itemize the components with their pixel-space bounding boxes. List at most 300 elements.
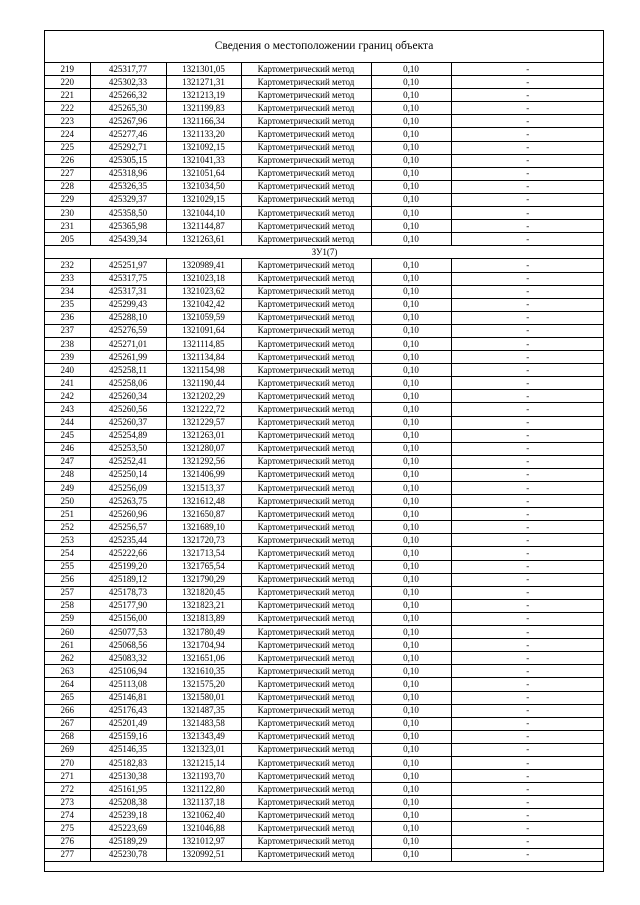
point-number-cell: 231 [45,220,90,233]
accuracy-cell: 0,10 [371,770,451,783]
y-coordinate-cell: 1321042,42 [166,298,241,311]
description-cell: - [451,521,604,534]
description-cell: - [451,416,604,429]
accuracy-cell: 0,10 [371,272,451,285]
description-cell: - [451,311,604,324]
point-number-cell: 239 [45,351,90,364]
description-cell: - [451,586,604,599]
table-row [45,324,604,337]
table-row [45,141,604,154]
point-number-cell: 277 [45,848,90,861]
x-coordinate-cell: 425251,97 [90,259,166,272]
y-coordinate-cell: 1321263,61 [166,233,241,246]
point-number-cell: 272 [45,783,90,796]
table-row [45,455,604,468]
y-coordinate-cell: 1321134,84 [166,351,241,364]
accuracy-cell: 0,10 [371,665,451,678]
method-cell: Картометрический метод [241,115,371,128]
description-cell: - [451,154,604,167]
document-frame [44,30,604,872]
accuracy-cell: 0,10 [371,298,451,311]
description-cell: - [451,76,604,89]
method-cell: Картометрический метод [241,534,371,547]
x-coordinate-cell: 425299,43 [90,298,166,311]
table-row [45,272,604,285]
method-cell: Картометрический метод [241,468,371,481]
description-cell: - [451,482,604,495]
accuracy-cell: 0,10 [371,547,451,560]
description-cell: - [451,180,604,193]
table-row [45,756,604,769]
x-coordinate-cell: 425230,78 [90,848,166,861]
table-row [45,717,604,730]
method-cell: Картометрический метод [241,337,371,350]
table-row [45,809,604,822]
accuracy-cell: 0,10 [371,390,451,403]
table-row [45,730,604,743]
x-coordinate-cell: 425189,29 [90,835,166,848]
point-number-cell: 248 [45,468,90,481]
table-row [45,76,604,89]
accuracy-cell: 0,10 [371,364,451,377]
x-coordinate-cell: 425329,37 [90,193,166,206]
section-label: ЗУ1(7) [45,246,604,259]
point-number-cell: 260 [45,626,90,639]
table-row [45,521,604,534]
accuracy-cell: 0,10 [371,324,451,337]
x-coordinate-cell: 425256,57 [90,521,166,534]
x-coordinate-cell: 425260,37 [90,416,166,429]
method-cell: Картометрический метод [241,743,371,756]
y-coordinate-cell: 1321154,98 [166,364,241,377]
method-cell: Картометрический метод [241,835,371,848]
table-row [45,704,604,717]
description-cell: - [451,639,604,652]
description-cell: - [451,364,604,377]
accuracy-cell: 0,10 [371,482,451,495]
accuracy-cell: 0,10 [371,508,451,521]
x-coordinate-cell: 425258,11 [90,364,166,377]
point-number-cell: 253 [45,534,90,547]
method-cell: Картометрический метод [241,324,371,337]
y-coordinate-cell: 1321790,29 [166,573,241,586]
method-cell: Картометрический метод [241,390,371,403]
description-cell: - [451,691,604,704]
x-coordinate-cell: 425161,95 [90,783,166,796]
y-coordinate-cell: 1321263,01 [166,429,241,442]
y-coordinate-cell: 1321046,88 [166,822,241,835]
accuracy-cell: 0,10 [371,691,451,704]
y-coordinate-cell: 1321823,21 [166,599,241,612]
x-coordinate-cell: 425176,43 [90,704,166,717]
x-coordinate-cell: 425223,69 [90,822,166,835]
accuracy-cell: 0,10 [371,783,451,796]
x-coordinate-cell: 425317,77 [90,63,166,76]
y-coordinate-cell: 1321780,49 [166,626,241,639]
y-coordinate-cell: 1321301,05 [166,63,241,76]
x-coordinate-cell: 425317,75 [90,272,166,285]
point-number-cell: 249 [45,482,90,495]
table-row [45,796,604,809]
table-row [45,639,604,652]
x-coordinate-cell: 425077,53 [90,626,166,639]
point-number-cell: 257 [45,586,90,599]
method-cell: Картометрический метод [241,154,371,167]
accuracy-cell: 0,10 [371,403,451,416]
accuracy-cell: 0,10 [371,180,451,193]
table-body [45,63,604,861]
accuracy-cell: 0,10 [371,534,451,547]
table-row [45,560,604,573]
x-coordinate-cell: 425258,06 [90,377,166,390]
description-cell: - [451,193,604,206]
y-coordinate-cell: 1321323,01 [166,743,241,756]
description-cell: - [451,233,604,246]
method-cell: Картометрический метод [241,586,371,599]
method-cell: Картометрический метод [241,809,371,822]
description-cell: - [451,285,604,298]
point-number-cell: 221 [45,89,90,102]
description-cell: - [451,822,604,835]
description-cell: - [451,783,604,796]
table-row [45,547,604,560]
x-coordinate-cell: 425113,08 [90,678,166,691]
description-cell: - [451,351,604,364]
point-number-cell: 240 [45,364,90,377]
method-cell: Картометрический метод [241,678,371,691]
x-coordinate-cell: 425083,32 [90,652,166,665]
x-coordinate-cell: 425222,66 [90,547,166,560]
point-number-cell: 252 [45,521,90,534]
table-row [45,311,604,324]
method-cell: Картометрический метод [241,521,371,534]
description-cell: - [451,652,604,665]
table-row [45,743,604,756]
description-cell: - [451,141,604,154]
method-cell: Картометрический метод [241,796,371,809]
point-number-cell: 230 [45,207,90,220]
x-coordinate-cell: 425267,96 [90,115,166,128]
y-coordinate-cell: 1321280,07 [166,442,241,455]
accuracy-cell: 0,10 [371,76,451,89]
point-number-cell: 243 [45,403,90,416]
table-row [45,468,604,481]
x-coordinate-cell: 425277,46 [90,128,166,141]
table-row [45,508,604,521]
y-coordinate-cell: 1321820,45 [166,586,241,599]
description-cell: - [451,259,604,272]
method-cell: Картометрический метод [241,560,371,573]
method-cell: Картометрический метод [241,298,371,311]
table-row [45,285,604,298]
method-cell: Картометрический метод [241,207,371,220]
accuracy-cell: 0,10 [371,730,451,743]
accuracy-cell: 0,10 [371,442,451,455]
description-cell: - [451,207,604,220]
y-coordinate-cell: 1321092,15 [166,141,241,154]
method-cell: Картометрический метод [241,285,371,298]
accuracy-cell: 0,10 [371,233,451,246]
description-cell: - [451,665,604,678]
description-cell: - [451,324,604,337]
accuracy-cell: 0,10 [371,311,451,324]
accuracy-cell: 0,10 [371,115,451,128]
method-cell: Картометрический метод [241,442,371,455]
point-number-cell: 264 [45,678,90,691]
y-coordinate-cell: 1321513,37 [166,482,241,495]
point-number-cell: 270 [45,756,90,769]
x-coordinate-cell: 425156,00 [90,612,166,625]
y-coordinate-cell: 1321122,80 [166,783,241,796]
point-number-cell: 256 [45,573,90,586]
x-coordinate-cell: 425260,34 [90,390,166,403]
y-coordinate-cell: 1321271,31 [166,76,241,89]
y-coordinate-cell: 1321689,10 [166,521,241,534]
table-row [45,377,604,390]
y-coordinate-cell: 1321487,35 [166,704,241,717]
method-cell: Картометрический метод [241,141,371,154]
y-coordinate-cell: 1321229,57 [166,416,241,429]
method-cell: Картометрический метод [241,783,371,796]
y-coordinate-cell: 1321199,83 [166,102,241,115]
description-cell: - [451,442,604,455]
description-cell: - [451,377,604,390]
y-coordinate-cell: 1321012,97 [166,835,241,848]
accuracy-cell: 0,10 [371,63,451,76]
point-number-cell: 238 [45,337,90,350]
accuracy-cell: 0,10 [371,429,451,442]
x-coordinate-cell: 425201,49 [90,717,166,730]
accuracy-cell: 0,10 [371,678,451,691]
y-coordinate-cell: 1321580,01 [166,691,241,704]
table-row [45,783,604,796]
x-coordinate-cell: 425292,71 [90,141,166,154]
x-coordinate-cell: 425239,18 [90,809,166,822]
table-row [45,364,604,377]
description-cell: - [451,770,604,783]
point-number-cell: 241 [45,377,90,390]
description-cell: - [451,455,604,468]
description-cell: - [451,115,604,128]
accuracy-cell: 0,10 [371,704,451,717]
description-cell: - [451,704,604,717]
point-number-cell: 244 [45,416,90,429]
description-cell: - [451,547,604,560]
x-coordinate-cell: 425276,59 [90,324,166,337]
accuracy-cell: 0,10 [371,717,451,730]
description-cell: - [451,730,604,743]
y-coordinate-cell: 1321193,70 [166,770,241,783]
description-cell: - [451,599,604,612]
point-number-cell: 262 [45,652,90,665]
table-row [45,403,604,416]
y-coordinate-cell: 1321651,06 [166,652,241,665]
y-coordinate-cell: 1321023,18 [166,272,241,285]
description-cell: - [451,835,604,848]
section-row [45,246,604,259]
description-cell: - [451,573,604,586]
x-coordinate-cell: 425182,83 [90,756,166,769]
accuracy-cell: 0,10 [371,285,451,298]
y-coordinate-cell: 1321137,18 [166,796,241,809]
x-coordinate-cell: 425068,56 [90,639,166,652]
accuracy-cell: 0,10 [371,455,451,468]
x-coordinate-cell: 425199,20 [90,560,166,573]
accuracy-cell: 0,10 [371,560,451,573]
point-number-cell: 234 [45,285,90,298]
x-coordinate-cell: 425261,99 [90,351,166,364]
accuracy-cell: 0,10 [371,102,451,115]
point-number-cell: 259 [45,612,90,625]
table-row [45,599,604,612]
method-cell: Картометрический метод [241,351,371,364]
table-row [45,586,604,599]
point-number-cell: 273 [45,796,90,809]
method-cell: Картометрический метод [241,416,371,429]
accuracy-cell: 0,10 [371,89,451,102]
description-cell: - [451,337,604,350]
x-coordinate-cell: 425159,16 [90,730,166,743]
y-coordinate-cell: 1321034,50 [166,180,241,193]
y-coordinate-cell: 1321166,34 [166,115,241,128]
accuracy-cell: 0,10 [371,521,451,534]
x-coordinate-cell: 425256,09 [90,482,166,495]
accuracy-cell: 0,10 [371,220,451,233]
y-coordinate-cell: 1321720,73 [166,534,241,547]
accuracy-cell: 0,10 [371,351,451,364]
accuracy-cell: 0,10 [371,193,451,206]
accuracy-cell: 0,10 [371,573,451,586]
point-number-cell: 267 [45,717,90,730]
point-number-cell: 219 [45,63,90,76]
description-cell: - [451,167,604,180]
table-row [45,89,604,102]
description-cell: - [451,848,604,861]
point-number-cell: 247 [45,455,90,468]
point-number-cell: 268 [45,730,90,743]
method-cell: Картометрический метод [241,193,371,206]
y-coordinate-cell: 1321044,10 [166,207,241,220]
table-row [45,259,604,272]
description-cell: - [451,89,604,102]
method-cell: Картометрический метод [241,639,371,652]
y-coordinate-cell: 1321483,58 [166,717,241,730]
y-coordinate-cell: 1321406,99 [166,468,241,481]
point-number-cell: 236 [45,311,90,324]
method-cell: Картометрический метод [241,730,371,743]
method-cell: Картометрический метод [241,76,371,89]
method-cell: Картометрический метод [241,822,371,835]
point-number-cell: 223 [45,115,90,128]
table-row [45,128,604,141]
y-coordinate-cell: 1321062,40 [166,809,241,822]
method-cell: Картометрический метод [241,573,371,586]
table-row [45,351,604,364]
table-row [45,154,604,167]
accuracy-cell: 0,10 [371,128,451,141]
table-row [45,220,604,233]
y-coordinate-cell: 1320992,51 [166,848,241,861]
method-cell: Картометрический метод [241,612,371,625]
accuracy-cell: 0,10 [371,167,451,180]
point-number-cell: 233 [45,272,90,285]
x-coordinate-cell: 425326,35 [90,180,166,193]
description-cell: - [451,63,604,76]
accuracy-cell: 0,10 [371,599,451,612]
method-cell: Картометрический метод [241,167,371,180]
x-coordinate-cell: 425302,33 [90,76,166,89]
point-number-cell: 274 [45,809,90,822]
point-number-cell: 232 [45,259,90,272]
point-number-cell: 276 [45,835,90,848]
accuracy-cell: 0,10 [371,835,451,848]
description-cell: - [451,429,604,442]
accuracy-cell: 0,10 [371,141,451,154]
x-coordinate-cell: 425288,10 [90,311,166,324]
description-cell: - [451,495,604,508]
y-coordinate-cell: 1321650,87 [166,508,241,521]
y-coordinate-cell: 1321091,64 [166,324,241,337]
method-cell: Картометрический метод [241,364,371,377]
y-coordinate-cell: 1321213,19 [166,89,241,102]
x-coordinate-cell: 425250,14 [90,468,166,481]
method-cell: Картометрический метод [241,848,371,861]
y-coordinate-cell: 1321292,56 [166,455,241,468]
description-cell: - [451,534,604,547]
y-coordinate-cell: 1321059,59 [166,311,241,324]
table-row [45,822,604,835]
point-number-cell: 235 [45,298,90,311]
table-title: Сведения о местоположении границ объекта [45,31,603,63]
method-cell: Картометрический метод [241,626,371,639]
method-cell: Картометрический метод [241,691,371,704]
accuracy-cell: 0,10 [371,154,451,167]
y-coordinate-cell: 1321051,64 [166,167,241,180]
point-number-cell: 237 [45,324,90,337]
x-coordinate-cell: 425254,89 [90,429,166,442]
accuracy-cell: 0,10 [371,743,451,756]
x-coordinate-cell: 425252,41 [90,455,166,468]
accuracy-cell: 0,10 [371,756,451,769]
x-coordinate-cell: 425260,56 [90,403,166,416]
y-coordinate-cell: 1321704,94 [166,639,241,652]
y-coordinate-cell: 1320989,41 [166,259,241,272]
method-cell: Картометрический метод [241,102,371,115]
method-cell: Картометрический метод [241,259,371,272]
y-coordinate-cell: 1321610,35 [166,665,241,678]
description-cell: - [451,298,604,311]
y-coordinate-cell: 1321575,20 [166,678,241,691]
method-cell: Картометрический метод [241,495,371,508]
y-coordinate-cell: 1321133,20 [166,128,241,141]
description-cell: - [451,809,604,822]
x-coordinate-cell: 425146,35 [90,743,166,756]
y-coordinate-cell: 1321029,15 [166,193,241,206]
method-cell: Картометрический метод [241,599,371,612]
accuracy-cell: 0,10 [371,796,451,809]
table-row [45,678,604,691]
description-cell: - [451,390,604,403]
description-cell: - [451,508,604,521]
description-cell: - [451,626,604,639]
table-row [45,233,604,246]
accuracy-cell: 0,10 [371,639,451,652]
x-coordinate-cell: 425439,34 [90,233,166,246]
description-cell: - [451,743,604,756]
table-row [45,115,604,128]
accuracy-cell: 0,10 [371,822,451,835]
table-row [45,835,604,848]
